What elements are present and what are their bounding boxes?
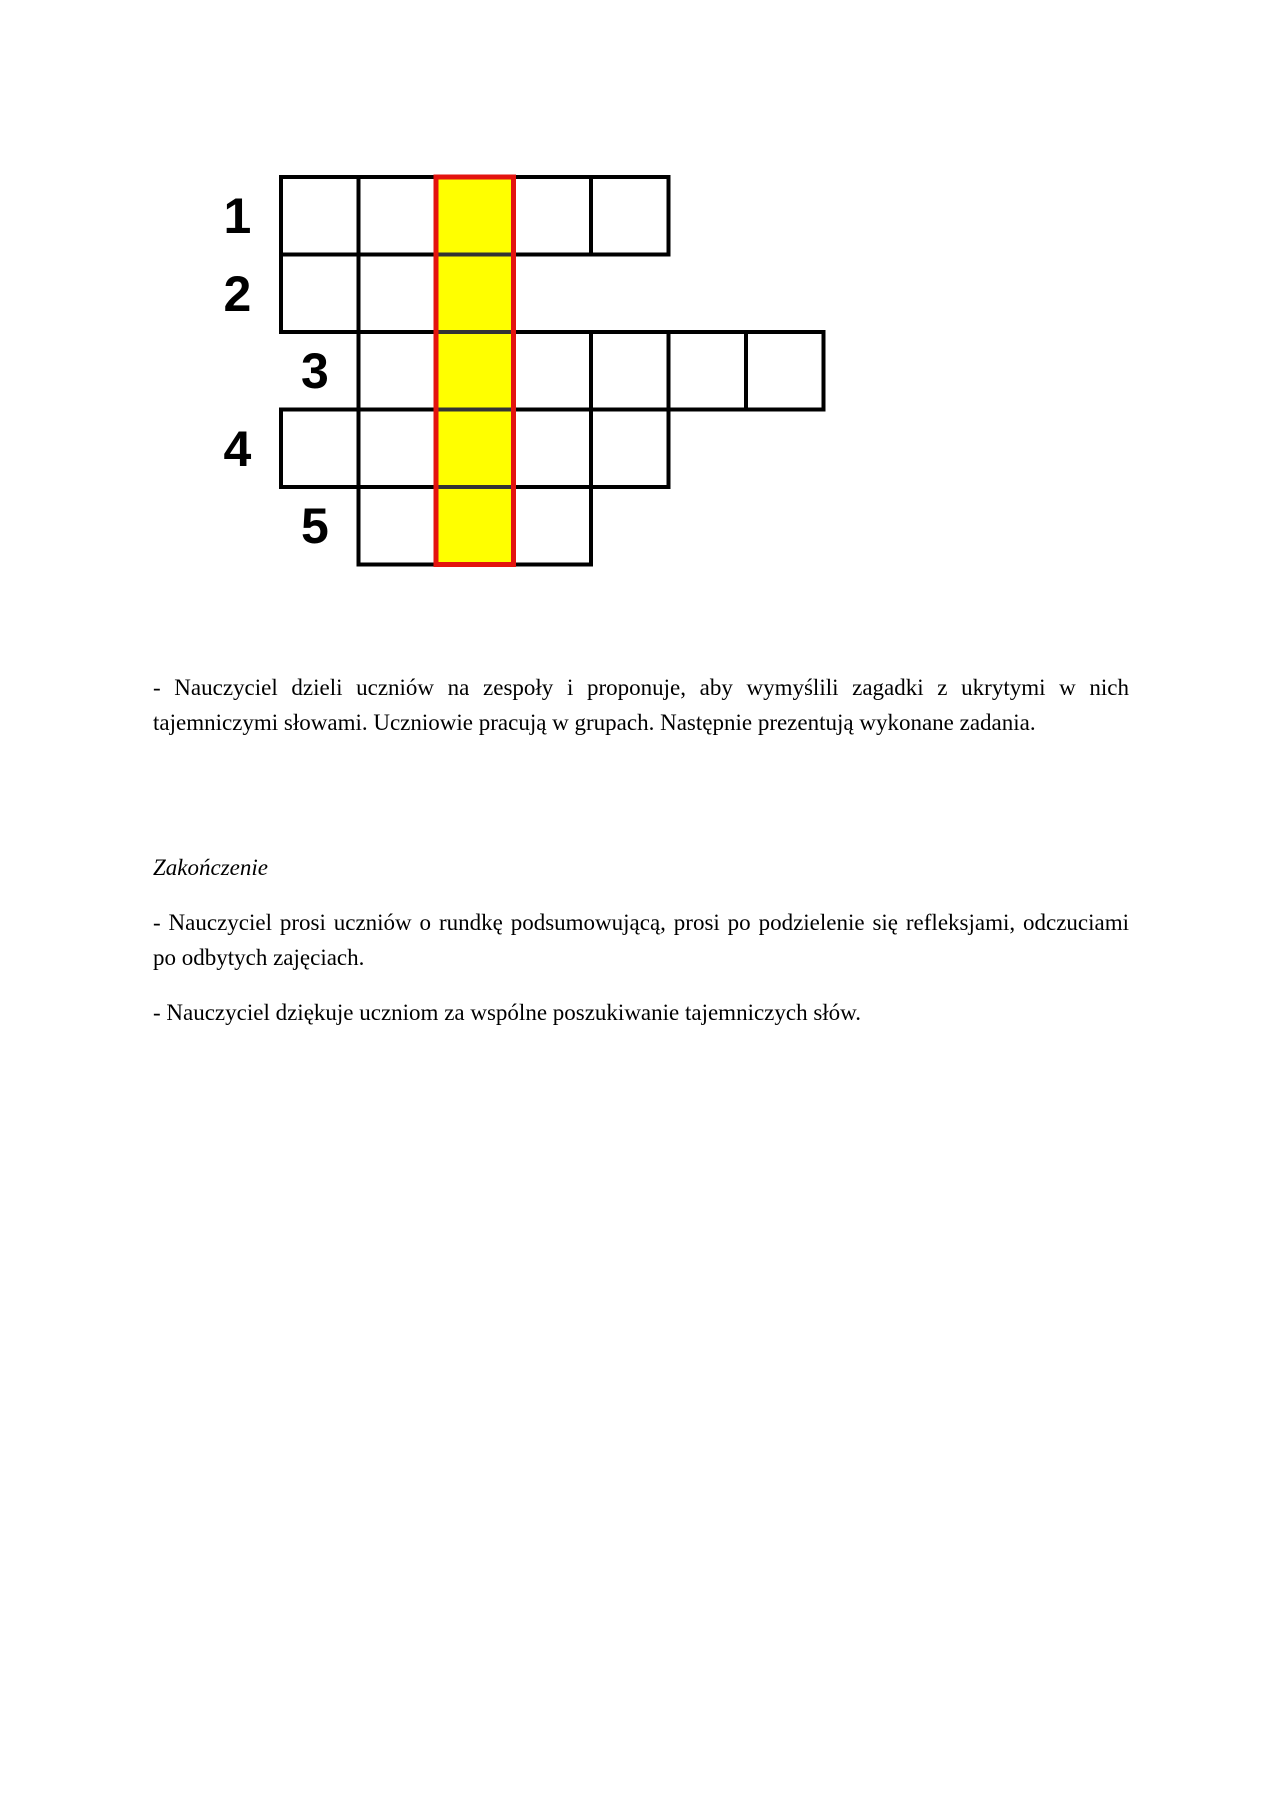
crossword-solution-cell <box>436 487 514 565</box>
crossword-solution-cell <box>436 332 514 410</box>
crossword-cell <box>359 487 437 565</box>
crossword-cell <box>591 177 669 255</box>
crossword-cell <box>359 255 437 333</box>
section-heading-conclusion: Zakończenie <box>153 855 268 880</box>
crossword-solution-cell <box>436 255 514 333</box>
crossword-cell <box>281 255 359 333</box>
paragraph-group-task: - Nauczyciel dzieli uczniów na zespoły i proponuje, aby wymyślili zagadki z ukrytymi w nich tajemniczymi słowami. Uczniowie pracują w grupach. Następnie prezentują wykonane zadania. <box>153 675 1129 735</box>
crossword-cell <box>746 332 824 410</box>
crossword-grid <box>0 0 900 620</box>
clue-number-2: 2 <box>223 265 252 322</box>
crossword-cell <box>514 332 592 410</box>
clue-number-4: 4 <box>223 420 252 477</box>
crossword-cell <box>514 177 592 255</box>
paragraph-thanks: - Nauczyciel dziękuje uczniom za wspólne poszukiwanie tajemniczych słów. <box>153 1000 862 1025</box>
crossword-cell <box>514 410 592 488</box>
clue-number-1: 1 <box>223 188 252 244</box>
crossword-cell <box>669 332 747 410</box>
crossword-cell <box>359 410 437 488</box>
crossword-solution-cell <box>436 410 514 488</box>
crossword-cell <box>281 177 359 255</box>
crossword-cell <box>359 177 437 255</box>
paragraph-summary-round: - Nauczyciel prosi uczniów o rundkę podsumowującą, prosi po podzielenie się refleksjami, odczuciami po odbytych zajęciach. <box>153 910 1129 970</box>
clue-number-5: 5 <box>301 498 329 554</box>
clue-number-3: 3 <box>301 343 329 399</box>
crossword-cell <box>514 487 592 565</box>
crossword-cell <box>281 410 359 488</box>
crossword-cell <box>591 332 669 410</box>
crossword-cell <box>591 410 669 488</box>
crossword-solution-cell <box>436 177 514 255</box>
crossword-cell <box>359 332 437 410</box>
